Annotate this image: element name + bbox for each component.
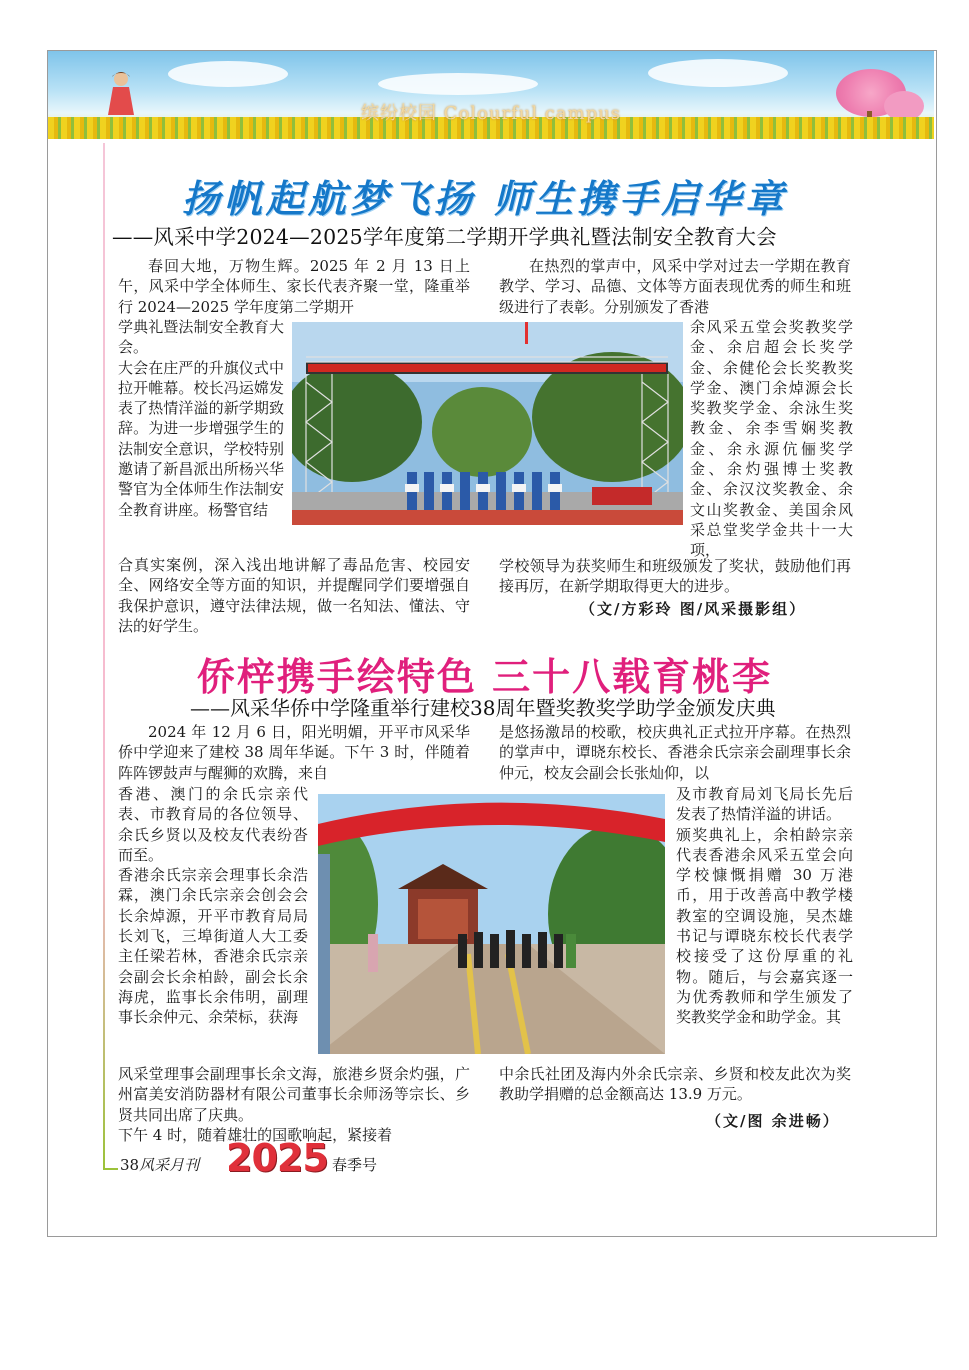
article1-subtitle: ——风采中学2024—2025学年度第二学期开学典礼暨法制安全教育大会	[112, 225, 777, 249]
decorative-line	[103, 1168, 118, 1170]
article2-paragraph: 中余氏社团及海内外余氏宗亲、乡贤和校友此次为奖教助学捐赠的总金额高达 13.9 万元。	[499, 1065, 851, 1104]
page-number	[120, 1154, 199, 1175]
article1-paragraph: 春回大地，万物生辉。2025 年 2 月 13 日上午，风采中学全体师生、家长代表齐聚一堂，隆重举行 2024—2025 学年度第二学期开	[118, 257, 470, 316]
magazine-name: 风采月刊	[139, 1156, 200, 1174]
article2-paragraph: 2024 年 12 月 6 日，阳光明媚，开平市风采华侨中学迎来了建校 38 周年华诞。下午 3 时，伴随着阵阵锣鼓声与醒狮的欢腾，来自	[118, 723, 470, 782]
article1-paragraph: 在热烈的掌声中，风采中学对过去一学期在教育教学、学习、品德、文体等方面表现优秀的师生和班级进行了表彰。分别颁发了香港	[499, 257, 851, 316]
article2-subtitle: ——风采华侨中学隆重举行建校38周年暨奖教奖学助学金颁发庆典	[190, 696, 776, 720]
article1-paragraph: 学典礼暨法制安全教育大会。 大会在庄严的升旗仪式中拉开帷幕。校长冯运嫦发表了热情洋溢的新学期致辞。为进一步增强学生的法制安全意识，学校特别邀请了新昌派出所杨兴华警官为全体师生作法制安全教育讲座。杨警官结	[118, 318, 284, 519]
article2-credit: （文/图 余进畅）	[706, 1112, 840, 1130]
header-banner	[48, 51, 934, 139]
article1-credit: （文/方彩玲 图/风采摄影组）	[580, 600, 807, 618]
article1-paragraph: 余风采五堂会奖教奖学金、余启超会长奖学金、余健伦会长奖教奖学金、澳门余焯源会长奖教奖学金、余泳生奖教金、余李雪娴奖教金、余永源伉俪奖学金、余灼强博士奖教金、余汉汶奖教金、余文山奖教金、美国余风采总堂奖学金共十一大项，	[690, 318, 853, 560]
article2-paragraph: 是悠扬激昂的校歌，校庆典礼正式拉开序幕。在热烈的掌声中，谭晓东校长、香港余氏宗亲会副理事长余仲元，校友会副会长张灿仰，以	[499, 723, 851, 782]
article1-paragraph: 合真实案例，深入浅出地讲解了毒品危害、校园安全、网络安全等方面的知识，并提醒同学们要增强自我保护意识，遵守法律法规，做一名知法、懂法、守法的好学生。	[118, 556, 470, 635]
article1-paragraph: 学校领导为获奖师生和班级颁发了奖状，鼓励他们再接再厉，在新学期取得更大的进步。	[499, 557, 851, 596]
page-number-value: 38	[120, 1156, 140, 1174]
anniversary-procession-photo	[318, 794, 665, 1054]
issue-season: 春季号	[332, 1156, 378, 1174]
article1-title: 扬帆起航梦飞扬 师生携手启华章	[181, 176, 788, 221]
ceremony-stage-photo	[292, 322, 683, 525]
issue-year: 2025	[226, 1136, 328, 1180]
article2-title: 侨梓携手绘特色 三十八载育桃李	[196, 655, 773, 699]
banner-title: 缤纷校园 Colourful campus	[360, 103, 622, 124]
article2-paragraph: 及市教育局刘飞局长先后发表了热情洋溢的讲话。 颁奖典礼上，余柏龄宗亲代表香港余风采五堂会向学校慷慨捐赠 30 万港币，用于改善高中教学楼教室的空调设施，吴杰雄书记与谭晓东校长代表学校接受了这份厚重的礼物。随后，与会嘉宾逐一为优秀教师和学生颁发了奖教奖学金和助学金。其	[676, 785, 853, 1027]
article2-paragraph: 香港、澳门的余氏宗亲代表、市教育局的各位领导、余氏乡贤以及校友代表纷沓而至。 香港余氏宗亲会理事长余浩霖，澳门余氏宗亲会创会会长余焯源，开平市教育局局长刘飞，三埠街道人大工委主任梁若林，香港余氏宗亲会副会长余柏龄，副会长余海虎，监事长余伟明，副理事长余仲元、余荣标，获海	[118, 785, 308, 1027]
article2-paragraph: 风采堂理事会副理事长余文海，旅港乡贤余灼强，广州富美安消防器材有限公司董事长余师汤等宗长、乡贤共同出席了庆典。 下午 4 时，随着雄壮的国歌响起，紧接着	[118, 1065, 470, 1144]
